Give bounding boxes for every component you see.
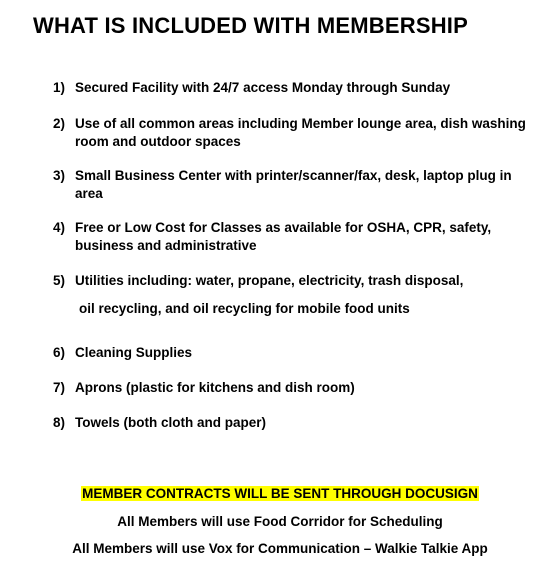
communication-line: All Members will use Vox for Communication – Walkie Talkie App — [72, 541, 488, 556]
list-item-7 — [53, 379, 543, 397]
list-number: 7) — [53, 380, 66, 395]
list-number: 6) — [53, 345, 66, 360]
list-text: Cleaning Supplies — [75, 345, 193, 360]
list-text: Aprons (plastic for kitchens and dish room) — [75, 380, 355, 395]
list-item-8 — [53, 414, 543, 432]
list-text: Use of all common areas including Member lounge area, dish washing room and outdoor spaces — [75, 116, 526, 149]
list-item-2 — [53, 115, 543, 151]
list-item-3 — [53, 167, 543, 203]
list-number: 8) — [53, 415, 66, 430]
list-item-5-continuation: oil recycling, and oil recycling for mobile food units — [79, 301, 410, 316]
list-number: 5) — [53, 273, 66, 288]
highlighted-notice: MEMBER CONTRACTS WILL BE SENT THROUGH DOCUSIGN — [82, 486, 478, 501]
list-item-4 — [53, 219, 543, 255]
list-number: 3) — [53, 168, 66, 183]
list-item-5 — [53, 272, 543, 290]
scheduling-line: All Members will use Food Corridor for Scheduling — [117, 514, 443, 529]
docusign-notice — [0, 485, 560, 503]
list-text: Free or Low Cost for Classes as available for OSHA, CPR, safety, business and administrative — [75, 220, 492, 253]
list-item-1 — [53, 79, 543, 97]
list-number: 2) — [53, 116, 66, 131]
list-text: Small Business Center with printer/scanner/fax, desk, laptop plug in area — [75, 168, 512, 201]
list-item-6 — [53, 344, 543, 362]
list-number: 1) — [53, 80, 66, 95]
list-text: Secured Facility with 24/7 access Monday through Sunday — [75, 80, 451, 95]
page-title: WHAT IS INCLUDED WITH MEMBERSHIP — [33, 13, 468, 38]
list-text: Utilities including: water, propane, electricity, trash disposal, — [75, 273, 464, 288]
list-number: 4) — [53, 220, 66, 235]
list-text: Towels (both cloth and paper) — [75, 415, 266, 430]
